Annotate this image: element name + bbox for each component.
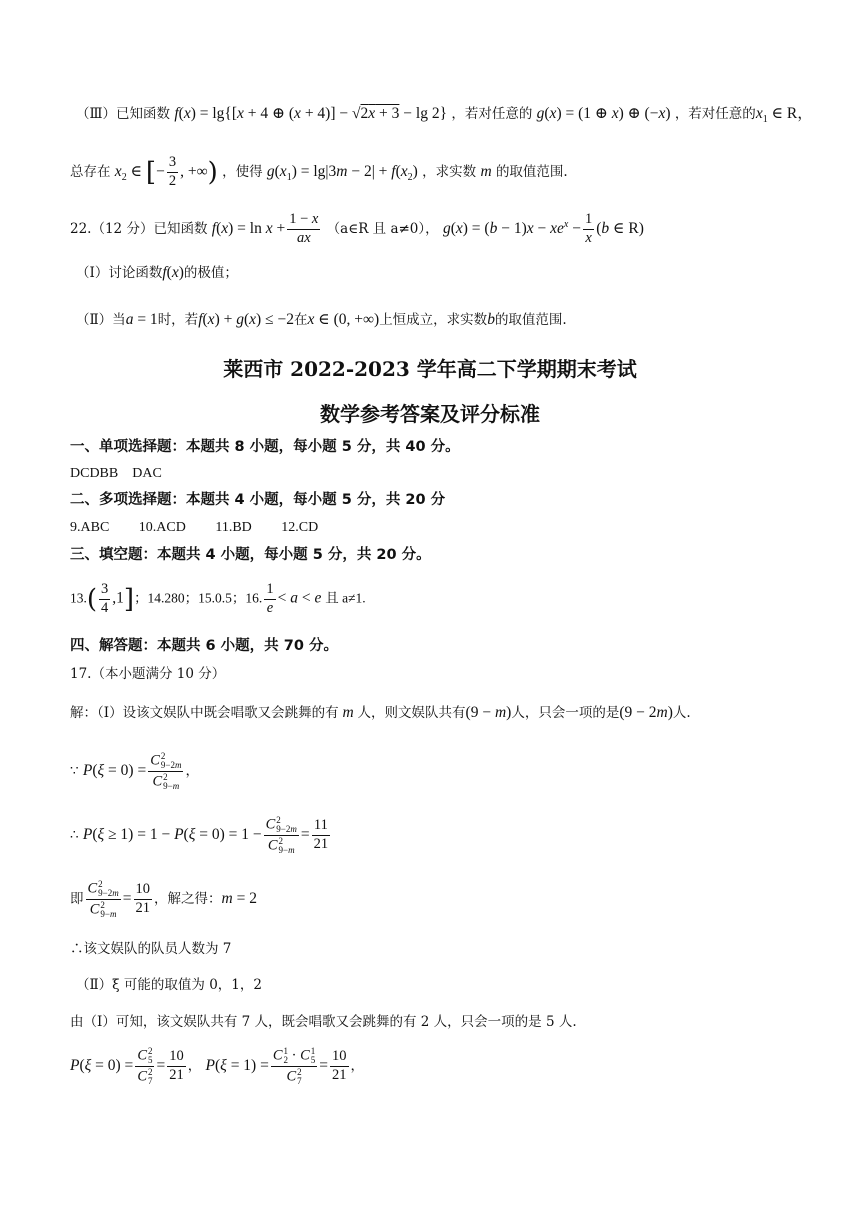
p21-part3-line1: （Ⅲ）已知函数 f(x) = lg{[x + 4 ⊕ (x + 4)] − √2x + 3 − lg 2} ，若对任意的 g(x) = (1 ⊕ x) ⊕ (−x) ，若对任意的$x_1$ ∈ R， [76,105,813,126]
formula-g: g(x) = (1 ⊕ x) ⊕ (−x) [536,105,671,122]
p22-part1: （Ⅰ）讨论函数f(x)的极值； [76,264,238,281]
section3-answers: 13.( $\frac{3}{4}$ ,1]；14.280；15.0.5；16. $\frac{1}{e}$ < a < e 且 a≠1. [70,581,366,616]
answer-title: 莱西市 2022-2023 学年高二下学期期末考试 [223,357,637,381]
q17-part2-values: （Ⅱ）ξ 可能的取值为 0，1，2 [76,977,262,993]
formula-f: f(x) = lg{[x + 4 ⊕ (x + 4)] − √2x + 3 − lg 2} [174,105,448,122]
q17-step-therefore: ∴ P(ξ ≥ 1) = 1 − P(ξ = 0) = 1 − C 2 9−2m C 2 9−m = $\frac{11}{21}$ [70,815,329,855]
section1-answers: DCDBB DAC [70,466,162,481]
p22-part2: （Ⅱ）当a = 1时，若f(x) + g(x) ≤ −2在x ∈ (0, +∞)上恒成立，求实数b的取值范围. [76,311,567,328]
q17-solution-line1: 解：（Ⅰ）设该文娱队中既会唱歌又会跳舞的有 m 人，则文娱队共有(9 − m)人，只会一项的是(9 − 2m)人. [70,704,691,721]
section1-heading: 一、单项选择题：本题共 8 小题，每小题 5 分，共 40 分。 [70,439,460,455]
q17-probabilities: P(ξ = 0) = C 2 5 C 2 7 = $\frac{10}{21}$ ， P(ξ = 1) = C 1 2 · C 1 5 C 2 7 = $\frac{10}{21}$ ， [70,1046,365,1086]
section4-heading: 四、解答题：本题共 6 小题，共 70 分。 [70,638,338,654]
p22-header: 22.（12 分）已知函数 f(x) = ln x + $\frac{1 - x}{ax}$ （a∈R 且 a≠0）， $g(x) = (b - 1)x - xe^x$ − $\frac{1}{x}$ (b ∈ R) [70,211,644,246]
section2-heading: 二、多项选择题：本题共 4 小题，每小题 5 分，共 20 分 [70,492,446,508]
q17-conclusion1: ∴该文娱队的队员人数为 7 [70,941,232,957]
section2-answers: 9.ABC 10.ACD 11.BD 12.CD [70,520,319,535]
q17-part2-note: 由（Ⅰ）可知，该文娱队共有 7 人，既会唱歌又会跳舞的有 2 人，只会一项的是 5 人. [70,1014,577,1030]
q17-header: 17.（本小题满分 10 分） [70,666,226,682]
q17-step-ie: 即 C 2 9−2m C 2 9−m = $\frac{10}{21}$ ，解之得：m = 2 [70,879,257,919]
answer-subtitle: 数学参考答案及评分标准 [320,402,540,426]
p21-part3-line2: 总存在 $x_2$ ∈ [− $\frac{3}{2}$ , +∞) ，使得 $g(x_1) = \lg|3m - 2| + f(x_2)$ ，求实数 m 的取值范围. [70,154,568,189]
section3-heading: 三、填空题：本题共 4 小题，每小题 5 分，共 20 分。 [70,547,431,563]
q17-step-since: ∵ P(ξ = 0) = C 2 9−2m C 2 9−m ， [70,751,199,791]
